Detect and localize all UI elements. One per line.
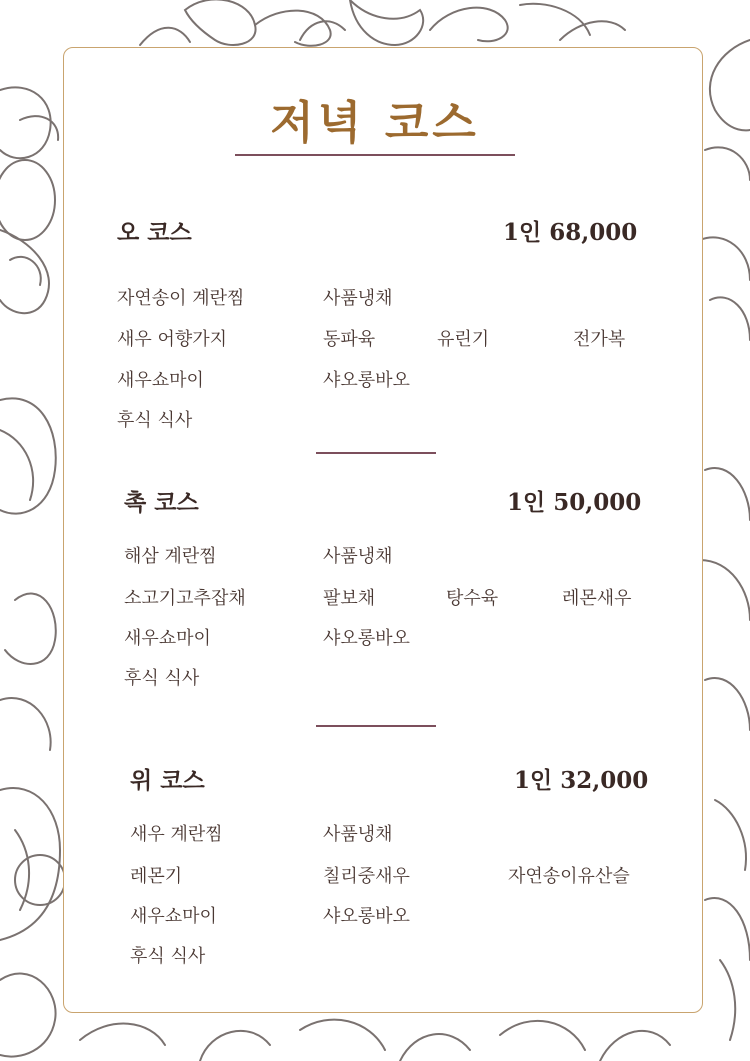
course-divider (316, 725, 436, 727)
menu-item: 칠리중새우 (323, 866, 410, 887)
menu-item: 후식 식사 (117, 410, 193, 431)
menu-item: 샤오롱바오 (323, 370, 410, 391)
course-price-3: 1인 32,000 (514, 767, 649, 794)
course-price-2: 1인 50,000 (507, 489, 642, 516)
title-underline (235, 154, 515, 156)
menu-item: 새우쇼마이 (117, 370, 204, 391)
menu-item: 유린기 (437, 329, 490, 350)
menu-item: 후식 식사 (124, 668, 200, 689)
menu-item: 자연송이유산슬 (508, 866, 630, 887)
menu-item: 소고기고추잡채 (124, 588, 246, 609)
menu-item: 샤오롱바오 (323, 628, 410, 649)
menu-title: 저녁 코스 (270, 96, 480, 149)
course-name-1: 오 코스 (117, 220, 192, 246)
menu-item: 사품냉채 (323, 288, 393, 309)
menu-item: 레몬기 (130, 866, 183, 887)
course-price-1: 1인 68,000 (503, 219, 638, 246)
menu-item: 후식 식사 (130, 946, 206, 967)
menu-item: 팔보채 (323, 588, 376, 609)
menu-item: 샤오롱바오 (323, 906, 410, 927)
menu-item: 새우쇼마이 (130, 906, 217, 927)
menu-item: 전가복 (573, 329, 626, 350)
menu-item: 새우쇼마이 (124, 628, 211, 649)
course-divider (316, 452, 436, 454)
menu-item: 레몬새우 (562, 588, 632, 609)
menu-item: 사품냉채 (323, 546, 393, 567)
menu-item: 사품냉채 (323, 824, 393, 845)
menu-item: 탕수육 (446, 588, 499, 609)
menu-item: 동파육 (323, 329, 376, 350)
course-name-2: 촉 코스 (124, 490, 199, 516)
menu-item: 새우 계란찜 (130, 824, 223, 845)
menu-item: 자연송이 계란찜 (117, 288, 245, 309)
menu-item: 새우 어향가지 (117, 329, 228, 350)
course-name-3: 위 코스 (130, 768, 205, 794)
menu-item: 해삼 계란찜 (124, 546, 217, 567)
